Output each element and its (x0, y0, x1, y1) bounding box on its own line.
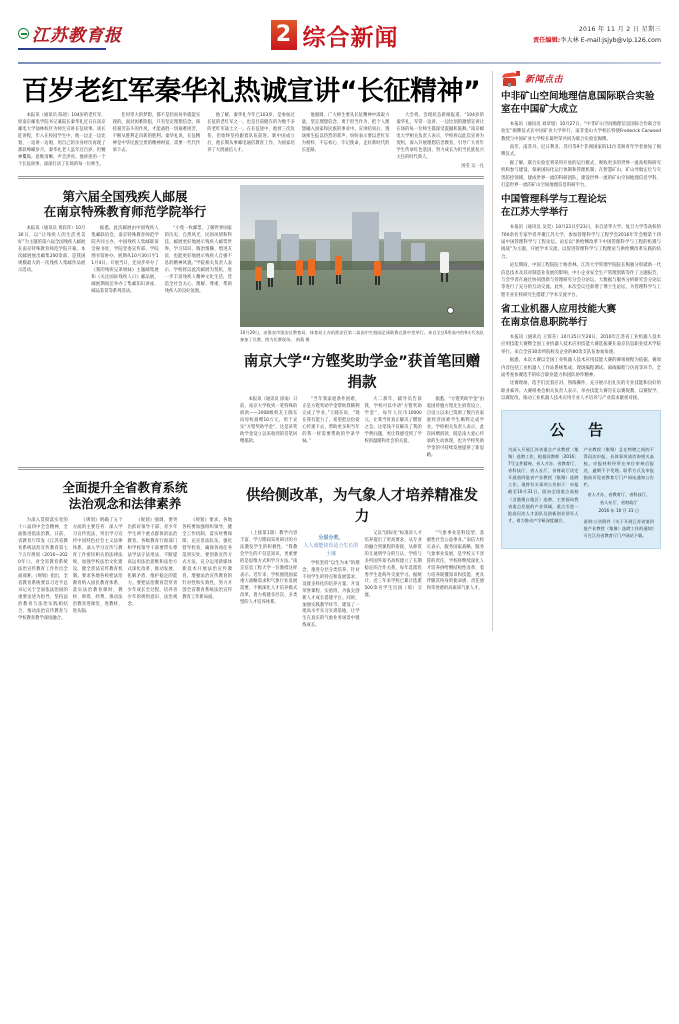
sidebar-story3-p3: 比赛现场，选手们沉着应对、熟练操作，充分展示出扎实的专业技能和良好的职业素养。大赛组委会相关负责人表示，举办技能大赛旨在以赛促教、以赛促学、以赛促改，推动工业机器人技术应用专业人才培养与产业需求紧密对接。 (501, 381, 661, 402)
law-col-2: 《规划》明确了五个方面的主要任务：深入学习宣传宪法，突出学习宣传中国特色社会主义法律体系，深入学习宣传与教育工作密切相关的法律法规，加强学校法治文化建设，健全普法宣传教育机制。要求各地各校把法治教育纳入国民教育体系，落实法治教育课时、教材、师资、经费，推动法治教育进课堂、进教材、进头脑。 (72, 518, 123, 614)
masthead-rule (18, 62, 661, 64)
leaf-logo-icon (18, 28, 29, 39)
news-click-label: 新闻点击 (525, 75, 564, 85)
announcement-sign-line2: 省人社厅、省财政厅 (599, 499, 638, 505)
masthead (18, 0, 661, 58)
stamp-headline-line1: 第六届全国残疾人邮展 (62, 188, 188, 204)
pull-quote (302, 534, 359, 558)
lead-article (18, 113, 484, 170)
sidebar-story1-p2: 南非、南苏丹、尼日利亚、苏丹等9个非洲国家的11位非洲青年学者参加了揭牌仪式。 (501, 145, 661, 158)
lead-col-1: 本报讯（通讯员 陈瑶）104岁的老红军、原南京邮电学院书记兼院长秦华礼近日在南京邮电大学仙林校区为师生宣讲长征故事。谈长征讲程，年入在校园学生中，他一边走一边比划，一边讲一边唱，用自己的亲身经历再现了那段峥嵘岁月。秦华礼老人虽年过百岁，但精神矍铄，思维清晰，声音洪亮。他讲述的一个个长征故事，深深打动了在场的每一位师生。 (18, 113, 106, 167)
logo-underline (18, 48, 106, 50)
sidebar-story3-p2: 据悉，本次大赛以全国工业机器人技术应用技能大赛的赛项规程为依据，赛项内容包括工业机器人工作站系统集成、现场编程调试、离线编程与仿真等环节，全面考查参赛选手的综合职业能力和团队协作精神。 (501, 358, 661, 378)
lead-col-5: 大会将。会现状态新闻报道。“104岁的秦华礼，军常一边讲、一边比划的激情宣讲让在场的每一位师生都深受震撼和鼓舞。”南京邮电大学相关负责人表示，学校将以此次宣讲为契机，深入开展理想信念教育，引导广大青年学生传承红色基因，努力成长为担当民族复兴大任的时代新人。 (396, 113, 484, 160)
bottom-block (18, 477, 484, 632)
stamp-col-2: 据悉，此次邮展由中国残疾人集邮联谊会、南京特殊教育师范学院共同主办，中国残疾人集邮联谊会秘书处、学院党委宣传部、学院图书馆协办。展期从10月30日至11月4日。开展当日，还同步举办了《我的残疾兄弟姐妹》主题邮集展和《关注国际残疾人日》邮品展，邮展期间还举办了集邮知识讲座、邮品鉴赏等系列活动。 (91, 226, 159, 294)
paper-name: 江苏教育报 (32, 21, 122, 46)
mid-block (18, 185, 484, 461)
lead-col-3: 他了解，秦华礼今年已103岁，是参加过长征的老红军之一，也是目前健在的为数不多的老红军战士之一。在长征途中，他曾三次负伤，但始终坚持跟着队伍前进。新中国成立后，他长期从事邮电通信教育工作，为国家培养了大批通信人才。 (207, 113, 295, 153)
law-col-3: 《规划》强调，要突出抓好领导干部、青少年学生两个重点群体的法治教育。各级教育行政部门和学校领导干部要带头尊法学法守法用法，不断提高运用法治思维和法治方式深化改革、推动发展、化解矛盾、维护稳定的能力。要把法治教育贯穿青少年成长全过程，培养青少年的规则意识、法治观念。 (127, 518, 178, 607)
met-col-4: “气象事业是科技型、基础性社会公益事业。”南信大校长表示，服务国家战略、服务气象事业发展，是学校义不容辞的责任。学校将继续深化人才培养供给侧结构性改革，着力培养既懂知识和技能、更具伴随其终身的使命感、责任感和荣誉感的高素质气象人才。 (426, 530, 484, 592)
announcement-signature (584, 491, 655, 514)
nju-col-3: 大二那年，辅导员告诉我，学校可以申请“方铿奖助学金”，每年人民币10000元，让我当时真正解决了燃眉之急。这笔钱不仅解决了我的学费问题，更让我感受到了学校的温暖和社会的关爱。 (364, 397, 422, 444)
mailbox-icon (501, 71, 521, 86)
page-body (18, 71, 661, 631)
issue-meta (471, 24, 661, 46)
sidebar-story1-p3: 据了解，联合实验室将采用开放的运行模式，吸收更多的世界一流高校和研究机构参与建设，探索国际化运行体制和管理机制；在智慧矿山、矿山导航定位与灾害防控领域，建成世界一流的科研团队，建设世界一流的矿山空间地理信息学科，打造世界一流的矿山空间地理信息科研平台。 (501, 160, 661, 188)
announcement-note: 说明:公告附件《关于开展江苏省第四批产业教授（集聚）选聘工作的通知》可在江苏省教育厅门户网站下载。 (583, 519, 654, 539)
sidebar-story2-title-line2: 在江苏大学举行 (501, 207, 569, 219)
editor-email: E-mail:jsjyb@vip.126.com (580, 37, 661, 44)
nju-article (240, 397, 484, 461)
section-divider-1 (18, 176, 484, 179)
law-headline-line1: 全面提升全省教育系统 (62, 479, 188, 495)
lead-headline: 百岁老红军秦华礼热诚宣讲“长征精神” (21, 76, 481, 107)
law-headline-line2: 法治观念和法律素养 (68, 496, 182, 512)
announcement-title: 公 告 (549, 420, 613, 439)
sidebar-story3-title-line2: 在南京信息职院举行 (501, 317, 588, 329)
nju-headline: 南京大学“方铿奖助学金”获首笔回赠捐款 (243, 354, 481, 392)
sidebar-story3-title-line1: 省工业机器人应用技能大赛 (501, 304, 617, 316)
sidebar-story2-body (501, 224, 661, 299)
lead-byline: 汤雯 吴一凡 (461, 163, 484, 169)
sidebar-column (492, 71, 661, 631)
announcement-box (501, 410, 661, 549)
announcement-sign-date: 2016 年 10 月 31 日 (598, 507, 640, 513)
photo-caption: 10月29日，由淮安市淮安区教育局、体育局主办的淮安区第二届高中生校园足球联赛在淮中堂举行。来自全区6所高中的9支代表队参加了比赛，图为比赛现场。 南燕 摄 (240, 329, 484, 342)
pull-quote-line1: 分层分类， (318, 534, 344, 541)
law-col-1: 为深入贯彻落实党的十八届四中全会精神，全面推进依法治教，日前，省教育厅印发《江苏省教育系统法治宣传教育第七个五年规划（2016—2020年）》，对全省教育系统法治宣传教育工作作出全面部署。《规划》指出，全省教育系统要以习近平总书记关于全面依法治国的重要论述为指导，坚持法治教育与法治实践相结合，推动法治宣传教育与学校教育教学深度融合。 (18, 518, 68, 621)
soccer-match-photo (240, 185, 484, 327)
pull-quote-line2: 人人成能快乐适合生长的土壤 (303, 542, 359, 557)
stamp-col-3: “小集一枚邮票，了解世界国家的历史、自然风光、民俗风情和科技。邮展更好地展示残疾人邮票世界，学习知识、陶冶情操、增进友谊，也能更好地展示残疾人自强不息的精神风貌。”学院相关负责人表示，学校将以此次邮展为契机，进一步丰富残疾人精神文化生活，营造全社会关心、理解、尊重、帮助残疾人的良好氛围。 (164, 226, 232, 294)
sidebar-story2-title-line1: 中国管理科学与工程论坛 (501, 194, 607, 206)
meteorology-article (240, 477, 484, 632)
main-column (18, 71, 484, 631)
nju-col-1: 本报讯（通讯员 徐南）日前，南京大学收到一笔特殊的捐款——2008级校友王晓东向母校捐赠10万元，用于充实“方铿奖助学金”。这是该奖助学金设立以来收到的首笔回赠捐款。 (240, 397, 298, 444)
sidebar-story1-body (501, 121, 661, 190)
announcement-col-2: 产业教授（集聚）且在特聘之间的不得再次申报，具体事项请咨询相关高校。申报材料经所在单位审核后报送，逾期不予受理。联系方式及申报指南详见省教育厅门户网站通知公告栏。 (583, 446, 654, 488)
stamp-article (18, 185, 232, 461)
editor-label: 责任编辑: (533, 37, 561, 44)
editor-name: 李大林 (560, 37, 579, 44)
met-col-1: （上接第1版）教学内容丰富，学习期间采用研讨的方法激发学生的积极性。“我教会学生的不仅是知识，更重要的是思维方式和学习方法。”南京信息工程大学一位教授这样表示。近年来，学校围绕国家重大战略需求和气象行业发展需要，不断深化人才培养模式改革，着力构建多层次、多类型的人才培养体系。 (240, 530, 298, 606)
sidebar-story1-title: 中非矿山空间地理信息国际联合实验室在中国矿大成立 (501, 91, 655, 115)
section-divider-2 (18, 467, 484, 470)
sidebar-story1-p1: 本报讯（通讯员 刘章旭）10月27日，“中非矿山空间地理信息国际合作联合实验室”揭牌仪式在中国矿业大学举行。南非金山大学校长特使Frederick Carwood教授与中国矿业大学校长葛世荣共同为联合实验室揭牌。 (501, 121, 661, 142)
law-col-4: 《规划》要求，各地各校要加强组织领导，健全工作机制，落实经费保障，充实普法队伍，强化督导检查，确保各项任务落到实处。要创新宣传方式方法，充分运用新媒体新技术开展法治宣传教育，增强法治宣传教育的针对性和实效性，努力开创全省教育系统法治宣传教育工作新局面。 (182, 518, 232, 600)
sidebar-story2-title (501, 194, 661, 220)
page-number: 2 (271, 20, 297, 50)
sidebar-story3-body (501, 334, 661, 403)
lead-col-4: 他强调，广大师生要从长征精神中汲取力量，坚定理想信念，勇于担当作为，把个人理想融入国家和民族的事业中。宣讲结束后，现场师生报以热烈的掌声，纷纷表示要以老红军为榜样，不忘初心、牢记使命，走好新时代的长征路。 (301, 113, 390, 153)
section-badge (271, 20, 399, 50)
met-col-2: 学校坚持“以生为本”的理念，推进分层分类培养。针对不同学生的特点和发展需求，设置多样化的培养方案，开设荣誉课程、实验班，为拔尖创新人才成长搭建平台。同时，加强实践教学环节，建设了一批高水平实习实训基地，让学生在真实的气象业务场景中锻炼成长。 (302, 560, 360, 629)
paper-logo[interactable] (18, 21, 198, 50)
nju-col-2: “当年我家庭条件困难，正是方铿奖助学金帮助我顺利完成了学业。”王晓东说，“现在我有能力了，希望把这份爱心传递下去，帮助更多和当年的我一样需要帮助的学弟学妹。” (302, 397, 360, 444)
lead-col-2: 任何零大的梦想，都不是轻而易举就能实现的。面对困难险阻，只有坚定理想信念，保持艰苦奋斗的作风，才能战胜一切艰难困苦，不断从胜利走向新的胜利。秦华礼说，长征精神是中华民族宝贵的精神财富，需要一代代传承下去。 (112, 113, 201, 153)
met-col-3: 又以“国际化”标准对人才培养提出了更高要求，从专业的融合到课程的衔接，从师资的互通到学分的互认，学校与多所国外知名高校建立了长期稳定的合作关系，每年选派优秀学生赴海外交流学习。据统计，近三年来学校已累计选派500余名学生出国（境）交流。 (364, 530, 422, 599)
law-article (18, 477, 232, 632)
announcement-col-1: 为深入开展江苏省重点产业教授（集聚）选聘工作，根据苏教师〔2016〕7号文件精神，省人才办、省教育厅、省科技厅、省人社厅、省财政厅决定开展第四批省产业教授（集聚）选聘工作。现将有关事项公告如下：申报截至10月31日，面向全国重点高校（含港澳台地区）选聘，主要面向我省重点发展的产业领域，重点引进一批高层次人才团队及创新创业领军人才，着力推动产学研深度融合。 (508, 446, 579, 523)
sidebar-story2-p2: 论坛期间，中国工程院院士杨善林、江苏大学管理学院院长梅强分别就新一代信息技术及其对制造业发展的影响、中小企业安全生产管理创新等作了主题报告，与会学者在通过协同创新与管理研究分会分论坛、大数据与服务分析研究会分论坛等进行了充分的互动交流。此外，本次会议还新增了博士生论坛，为管理科学与工程专业在校研究生搭建了学术交流平台。 (501, 263, 661, 298)
section-name: 综合新闻 (302, 25, 399, 51)
news-click-flag (501, 71, 661, 86)
sidebar-story3-title (501, 304, 661, 330)
photo-block (240, 185, 484, 461)
sidebar-story2-p1: 本报讯（通讯员 吴奕）10月22日至23日，来自清华大学、复旦大学等高校的700余名专家学者齐聚江苏大学，参加管理科学与工程学会2016年年会暨第十四届中国管理科学与工程论坛。论坛以“供给侧改革下中国管理科学与工程的机遇与挑战”为主题，开展学术交流，以促进管理科学与工程理论与供给侧改革实践的结合。 (501, 225, 661, 260)
nju-col-4: 据悉，“方铿奖助学金”由爱国侨胞方铿先生捐资设立，自设立以来已资助了数百名家庭经济困难学生顺利完成学业。学校相关负责人表示，此次回赠捐款，既是南大爱心传承的生动体现，也为学校奖助学金的可持续发展提供了新思路。 (426, 397, 484, 458)
sidebar-story3-p1: 本报讯（通讯员 王蓉芬）10月25日至28日，2016年江苏省工业机器人技术应用技能大赛暨全国工业机器人技术应用技能大赛选拔赛在南京信息职业技术学院举行。来自全省30余所院校及企业的80余支队伍参加角逐。 (501, 335, 661, 355)
meteorology-headline: 供给侧改革，为气象人才培养精准发力 (246, 487, 478, 525)
announcement-sign-line1: 省人才办、省教育厅、省科技厅、 (587, 492, 651, 498)
issue-date: 2016 年 11 月 2 日 星期三 (578, 25, 661, 33)
stamp-headline-line2: 在南京特殊教育师范学院举行 (43, 204, 207, 220)
stamp-col-1: 本报讯（通讯员 黄彩萍）10月30日，以“让残疾人的生活更美好”为主题的第六届全国残疾人邮展在南京特殊教育师范学院开幕。本次邮展展出邮集200余部，是我国规模最大的一次残疾人集邮作品展示活动。 (18, 226, 86, 273)
